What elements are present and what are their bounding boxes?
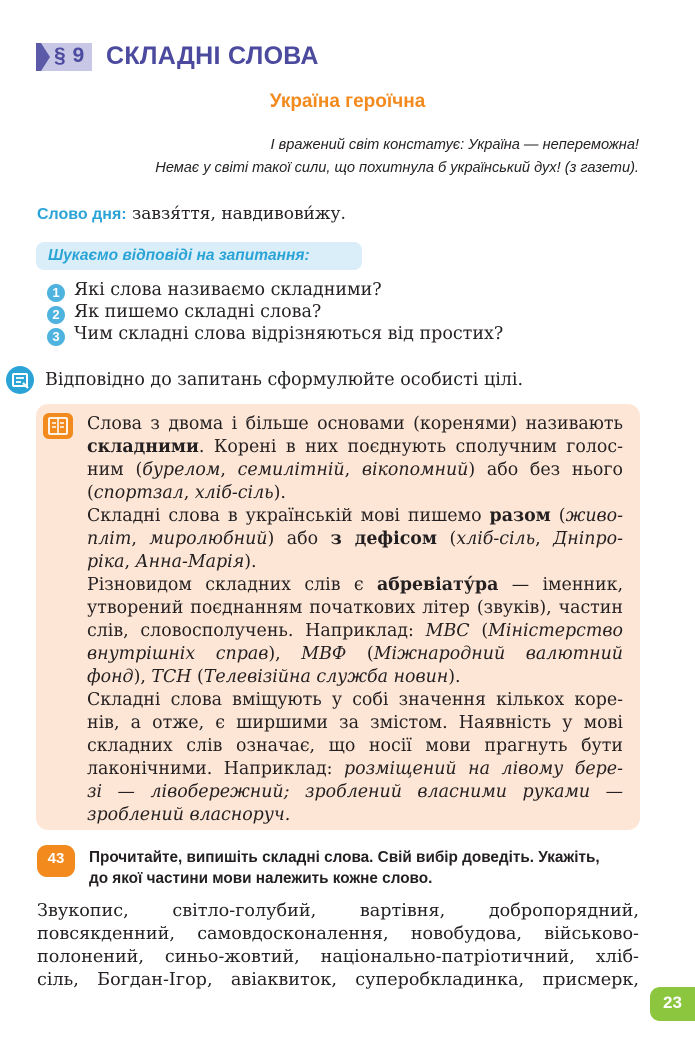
rule-line-14	[87, 713, 623, 733]
rule-line-6	[87, 529, 623, 549]
question-1: Які слова називаємо складними?	[74, 280, 382, 300]
example: Міжнародний валютний	[373, 644, 623, 664]
goal-text: Відповідно до запитань сформулюйте особисті цілі.	[45, 370, 524, 390]
rule-text: ,	[220, 460, 238, 480]
example: пліт	[87, 529, 132, 549]
rule-text: — іменник,	[498, 575, 624, 595]
rule-text: (	[437, 529, 457, 549]
rule-text: Складні слова в українській мові пишемо	[87, 506, 490, 526]
goal-icon	[6, 366, 34, 394]
rule-line-8	[87, 575, 623, 595]
exercise-text-line-3: полонений, синьо-жовтий, національно-патріотичний, хліб-	[37, 947, 639, 967]
subtitle: Україна героїчна	[269, 91, 426, 112]
rule-text: ним (	[87, 460, 143, 480]
page-title: СКЛАДНІ СЛОВА	[106, 42, 319, 70]
rule-line-10	[87, 621, 623, 641]
rule-text: ) або	[267, 529, 331, 549]
example: зі — лівобережний; зроблений власними руками —	[87, 782, 623, 802]
example: Телевізійна служба новин	[203, 667, 449, 687]
question-2: Як пишемо складні слова?	[74, 302, 322, 322]
rule-line-16	[87, 759, 623, 779]
example: зроблений власноруч.	[87, 805, 291, 825]
book-icon	[43, 413, 73, 439]
epigraph-line-1: І вражений світ констатує: Україна — непереможна!	[270, 137, 639, 153]
example: Дніпро-	[553, 529, 623, 549]
example: миролюбний	[149, 529, 268, 549]
rule-text: ).	[448, 667, 461, 687]
rule-line-12	[87, 667, 623, 687]
rule-text: (	[550, 506, 566, 526]
rule-text: складних слів означає, що носії мови прагнуть бути	[87, 736, 623, 756]
example: бурелом	[142, 460, 221, 480]
exercise-text-line-1: Звукопис, світло-голубий, вартівня, добропорядний,	[37, 901, 639, 921]
example: МВС	[425, 621, 470, 641]
question-3: Чим складні слова відрізняються від простих?	[74, 324, 504, 344]
rule-text: ),	[133, 667, 152, 687]
rule-text: (	[191, 667, 204, 687]
rule-line-9	[87, 598, 623, 618]
rule-text: Слова з двома і більше основами (коренями) називають	[87, 414, 623, 434]
rule-text: слів, словосполучень. Наприклад:	[87, 621, 426, 641]
rule-text: ,	[535, 529, 554, 549]
example: Міністерство	[488, 621, 623, 641]
rule-text: Складні слова вміщують у собі значення кількох коре-	[87, 690, 623, 710]
section-number: § 9	[54, 44, 85, 67]
example: Анна-Марія	[135, 552, 245, 572]
rule-line-17	[87, 782, 623, 802]
rule-text: (	[469, 621, 489, 641]
example: семилітній	[237, 460, 345, 480]
rule-text: ).	[244, 552, 257, 572]
page-number: 23	[663, 993, 682, 1012]
rule-line-3	[87, 460, 623, 480]
section-bar-notch	[41, 43, 50, 71]
rule-text: утворений поєднанням початкових літер (звуків), частин	[87, 598, 623, 618]
exercise-instruction-2: до якої частини мови належить кожне слово.	[89, 870, 433, 887]
rule-text: лаконічними. Наприклад:	[87, 759, 344, 779]
exercise-text-line-4: сіль, Богдан-Ігор, авіаквиток, суперобкладинка, присмерк,	[37, 970, 639, 990]
epigraph-line-2: Немає у світі такої сили, що похитнула б український дух! (з газети).	[155, 160, 639, 176]
word-of-day-text: завзя́ття, навдивови́жу.	[132, 204, 346, 224]
rule-line-2	[87, 437, 623, 457]
rule-line-5	[87, 506, 623, 526]
rule-text: ,	[183, 483, 195, 503]
example: фонд	[87, 667, 134, 687]
rule-line-4	[87, 483, 623, 503]
example: ріка	[87, 552, 125, 572]
example: внутрішніх справ	[87, 644, 269, 664]
rule-line-1	[87, 414, 623, 434]
question-number-2: 2	[47, 306, 65, 324]
rule-text: нів, а отже, є ширшими за змістом. Наявність у мові	[87, 713, 623, 733]
rule-text: ,	[131, 529, 150, 549]
exercise-instruction-1: Прочитайте, випишіть складні слова. Свій вибір доведіть. Укажіть,	[89, 849, 600, 866]
term-complex: складними	[87, 437, 199, 457]
example: ТСН	[151, 667, 192, 687]
rule-text: ).	[273, 483, 286, 503]
rule-text: ,	[124, 552, 136, 572]
exercise-number: 43	[47, 850, 65, 867]
rule-text: ,	[344, 460, 362, 480]
rule-text: (	[87, 483, 94, 503]
example: розміщений на лівому бере-	[344, 759, 623, 779]
rule-line-7	[87, 552, 623, 572]
rule-line-11	[87, 644, 623, 664]
questions-header: Шукаємо відповіді на запитання:	[48, 247, 310, 264]
word-of-day-label: Слово дня:	[37, 206, 127, 223]
term-hyphen: з дефісом	[330, 529, 437, 549]
rule-text: ) або без нього	[468, 460, 623, 480]
rule-text: ),	[268, 644, 302, 664]
rule-text: . Корені в них поєднують сполучним голос-	[198, 437, 623, 457]
rule-line-18	[87, 805, 623, 825]
question-number-1: 1	[47, 284, 65, 302]
term-abbreviation: абревіату́ра	[376, 575, 499, 595]
example: хліб-сіль	[456, 529, 536, 549]
rule-line-13	[87, 690, 623, 710]
example: хліб-сіль	[194, 483, 274, 503]
example: спортзал	[93, 483, 184, 503]
word-of-day	[37, 204, 346, 224]
rule-text: (	[346, 644, 374, 664]
example: МВФ	[301, 644, 347, 664]
rule-line-15	[87, 736, 623, 756]
rule-text: Різновидом складних слів є	[87, 575, 377, 595]
question-number-3: 3	[47, 328, 65, 346]
exercise-text-line-2: повсякденний, самовдосконалення, новобудова, військово-	[37, 924, 639, 944]
example: живо-	[565, 506, 623, 526]
term-together: разом	[489, 506, 551, 526]
example: вікопомний	[361, 460, 469, 480]
